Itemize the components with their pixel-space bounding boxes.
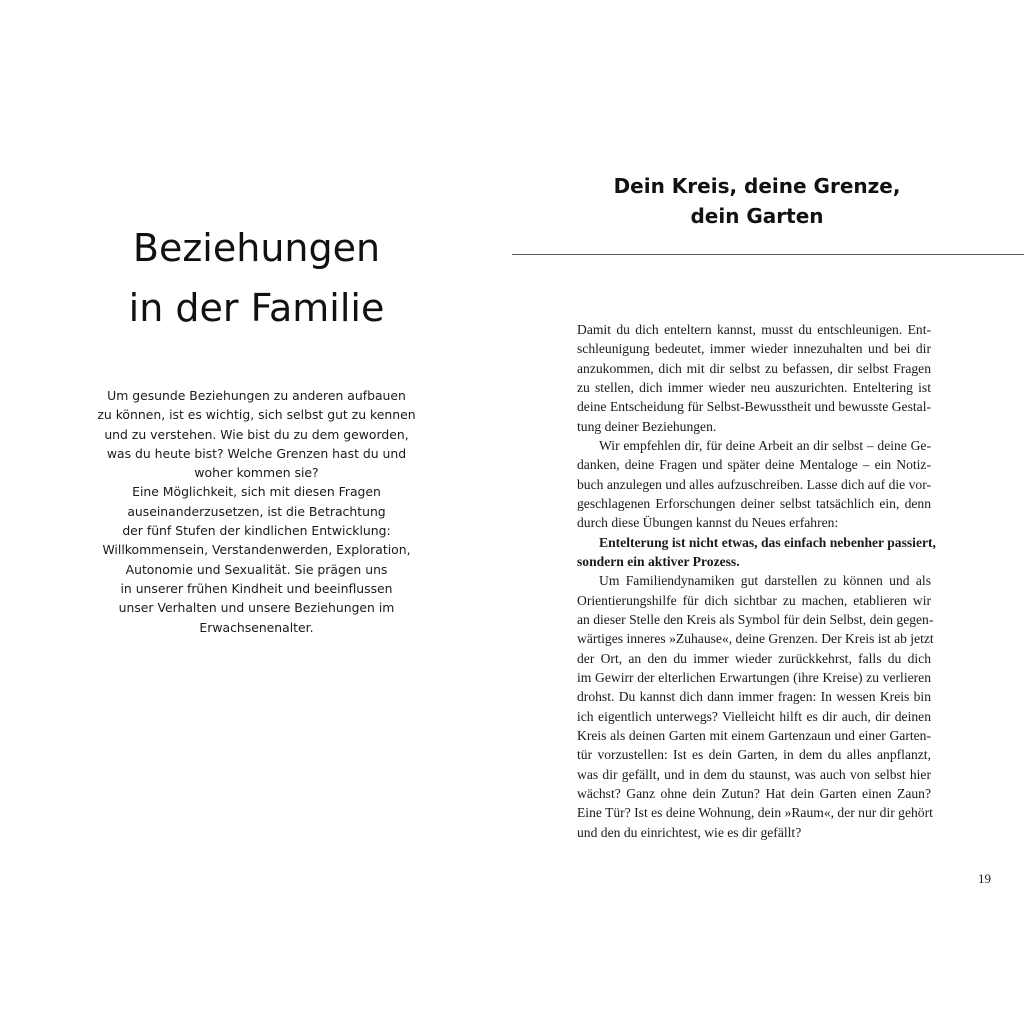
body-line: wächst? Ganz ohne dein Zutun? Hat dein Garten einen Zaun? — [577, 785, 931, 801]
body-line: tung deiner Beziehungen. — [577, 418, 717, 434]
chapter-title-line-1: Beziehungen — [132, 226, 381, 270]
body-text — [577, 320, 936, 842]
body-line: schleunigung bedeutet, immer wieder innezuhalten und bei dir — [577, 341, 931, 357]
chapter-title — [60, 218, 453, 338]
intro-line: in unserer frühen Kindheit und beeinflussen — [120, 580, 393, 596]
intro-line: zu können, ist es wichtig, sich selbst gut zu kennen — [97, 407, 416, 423]
body-line: Kreis als deinen Garten mit einem Gartenzaun und einer Garten- — [577, 727, 931, 743]
emphasis-line: sondern ein aktiver Prozess. — [577, 553, 740, 569]
body-line: Um Familiendynamiken gut darstellen zu können und als — [599, 573, 931, 589]
section-title — [512, 171, 1002, 231]
body-line: Eine Tür? Ist es deine Wohnung, dein »Raum«, der nur dir gehört — [577, 805, 933, 821]
section-title-line-1: Dein Kreis, deine Grenze, — [613, 174, 901, 198]
chapter-title-line-2: in der Familie — [128, 286, 385, 330]
body-line: zu stellen, dich immer wieder neu auszurichten. Enteltering ist — [577, 379, 931, 395]
intro-line: unser Verhalten und unsere Beziehungen im — [118, 600, 395, 616]
body-line: durch diese Übungen kannst du Neues erfahren: — [577, 515, 839, 531]
body-line: wärtiges inneres »Zuhause«, deine Grenzen. Der Kreis ist ab jetzt — [577, 631, 934, 647]
body-line: ich eigentlich unterwegs? Vielleicht hilft es dir auch, dir deinen — [577, 708, 931, 724]
body-line: anzukommen, dich mit dir selbst zu befassen, dir selbst Fragen — [577, 360, 931, 376]
body-line: deine Entscheidung für Selbst-Bewusstheit und bewusste Gestal- — [577, 399, 931, 415]
body-line: tür vorzustellen: Ist es dein Garten, in dem du alles anpflanzt, — [577, 747, 931, 763]
intro-line: Um gesunde Beziehungen zu anderen aufbauen — [107, 388, 406, 403]
intro-line: Eine Möglichkeit, sich mit diesen Fragen — [132, 484, 381, 500]
body-line: an dieser Stelle den Kreis als Symbol für dein Selbst, dein gegen- — [577, 611, 934, 627]
body-line: und den du einrichtest, wie es dir gefällt? — [577, 824, 802, 840]
intro-line: auseinanderzusetzen, ist die Betrachtung — [127, 503, 386, 519]
intro-line: Willkommensein, Verstandenwerden, Exploration, — [102, 542, 411, 558]
intro-line: Erwachsenenalter. — [199, 619, 314, 635]
section-title-line-2: dein Garten — [690, 204, 824, 228]
body-line: der Ort, an den du immer wieder zurückkehrst, falls du dich — [577, 650, 931, 666]
body-line: buch anzulegen und alles aufzuschreiben. Lasse dich auf die vor- — [577, 476, 931, 492]
body-line: was dir gefällt, und in dem du staunst, was auch von selbst hier — [577, 766, 931, 782]
body-line: Damit du dich enteltern kannst, musst du entschleunigen. Ent- — [577, 322, 931, 337]
chapter-intro — [60, 386, 453, 637]
body-line: drohst. Du kannst dich dann immer fragen: In wessen Kreis bin — [577, 689, 931, 705]
intro-line: und zu verstehen. Wie bist du zu dem geworden, — [104, 426, 409, 442]
section-divider — [512, 254, 1024, 255]
intro-line: was du heute bist? Welche Grenzen hast du und — [106, 445, 407, 461]
body-line: geschlagenen Erforschungen deiner selbst tatsächlich ein, denn — [577, 495, 931, 511]
body-line: Orientierungshilfe für dich sichtbar zu machen, etablieren wir — [577, 592, 931, 608]
intro-line: der fünf Stufen der kindlichen Entwicklung: — [122, 523, 391, 539]
intro-line: Autonomie und Sexualität. Sie prägen uns — [125, 561, 388, 577]
body-line: danken, deine Fragen und später deine Mentaloge – ein Notiz- — [577, 457, 931, 473]
emphasis-line: Entelterung ist nicht etwas, das einfach nebenher passiert, — [599, 534, 936, 550]
intro-line: woher kommen sie? — [194, 465, 319, 481]
body-line: im Gewirr der elterlichen Erwartungen (ihre Kreise) zu verlieren — [577, 669, 931, 685]
body-line: Wir empfehlen dir, für deine Arbeit an dir selbst – deine Ge- — [599, 437, 931, 453]
page-number: 19 — [978, 871, 991, 886]
